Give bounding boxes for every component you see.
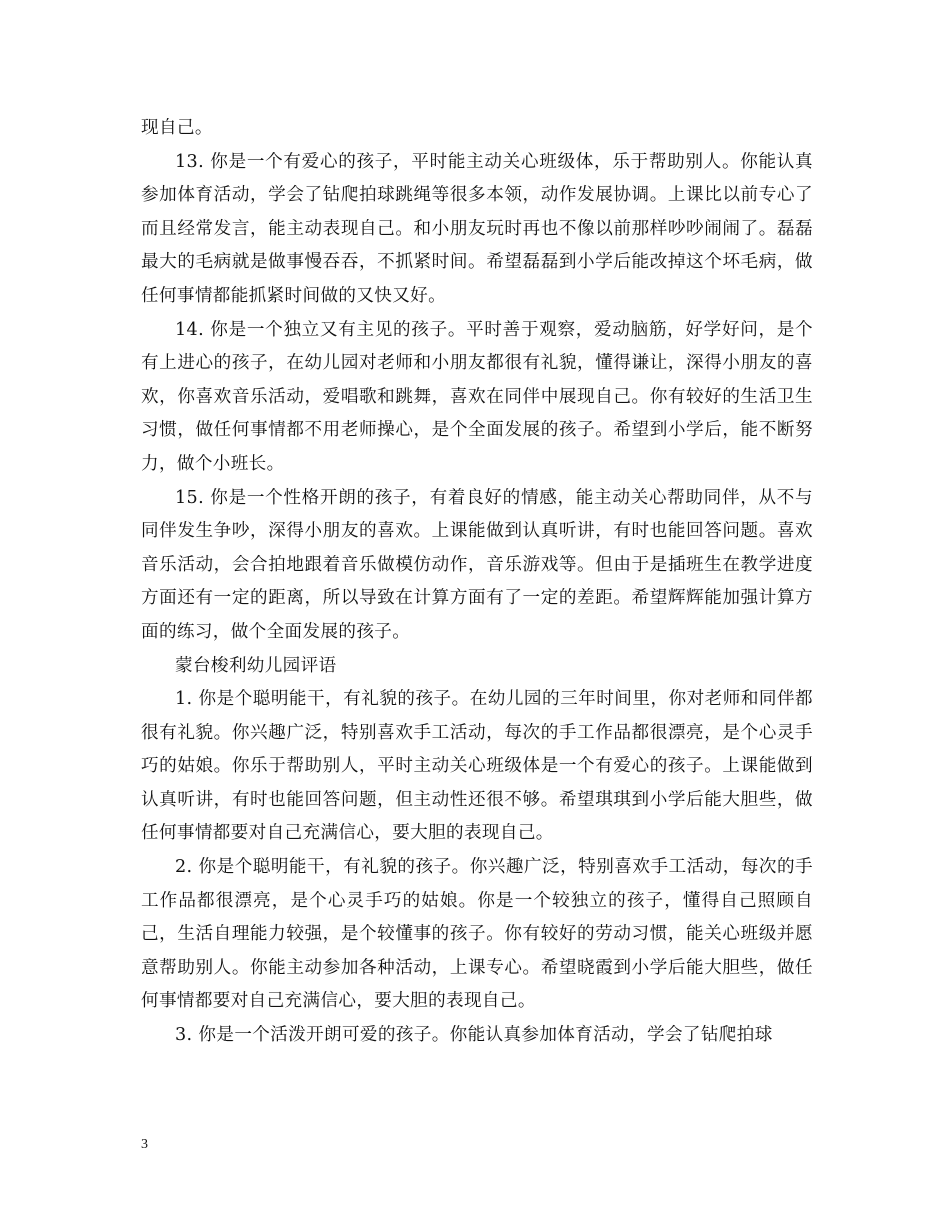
paragraph-item-3: 3. 你是一个活泼开朗可爱的孩子。你能认真参加体育活动，学会了钻爬拍球 xyxy=(175,1025,773,1046)
paragraph-item-15: 15. 你是一个性格开朗的孩子，有着良好的情感，能主动关心帮助同伴，从不与同伴发生争吵，深得小朋友的喜欢。上课能做到认真听讲，有时也能回答问题。喜欢音乐活动，会合拍地跟着音乐做模仿动作，音乐游戏等。但由于是插班生在教学进度方面还有一定的距离，所以导致在计算方面有了一定的差距。希望辉辉能加强计算方面的练习，做个全面发展的孩子。 xyxy=(141,487,813,642)
paragraph-continuation: 现自己。 xyxy=(141,118,213,138)
section-heading: 蒙台梭利幼儿园评语 xyxy=(175,655,337,676)
paragraph-item-13: 13. 你是一个有爱心的孩子，平时能主动关心班级体，乐于帮助别人。你能认真参加体育活动，学会了钻爬拍球跳绳等很多本领，动作发展协调。上课比以前专心了而且经常发言，能主动表现自己。和小朋友玩时再也不像以前那样吵吵闹闹了。磊磊最大的毛病就是做事慢吞吞，不抓紧时间。希望磊磊到小学后能改掉这个坏毛病，做任何事情都能抓紧时间做的又快又好。 xyxy=(141,151,813,306)
paragraph-item-2: 2. 你是个聪明能干，有礼貌的孩子。你兴趣广泛，特别喜欢手工活动，每次的手工作品都很漂亮，是个心灵手巧的姑娘。你是一个较独立的孩子，懂得自己照顾自己，生活自理能力较强，是个较懂事的孩子。你有较好的劳动习惯，能关心班级并愿意帮助别人。你能主动参加各种活动，上课专心。希望晓霞到小学后能大胆些，做任何事情都要对自己充满信心，要大胆的表现自己。 xyxy=(141,857,813,1012)
document-body xyxy=(141,112,813,1053)
page-number: 3 xyxy=(141,1137,148,1152)
paragraph-item-14: 14. 你是一个独立又有主见的孩子。平时善于观察，爱动脑筋，好学好问，是个有上进心的孩子，在幼儿园对老师和小朋友都很有礼貌，懂得谦让，深得小朋友的喜欢，你喜欢音乐活动，爱唱歌和跳舞，喜欢在同伴中展现自己。你有较好的生活卫生习惯，做任何事情都不用老师操心，是个全面发展的孩子。希望到小学后，能不断努力，做个小班长。 xyxy=(141,319,813,474)
paragraph-item-1: 1. 你是个聪明能干，有礼貌的孩子。在幼儿园的三年时间里，你对老师和同伴都很有礼貌。你兴趣广泛，特别喜欢手工活动，每次的手工作品都很漂亮，是个心灵手巧的姑娘。你乐于帮助别人，平时主动关心班级体是一个有爱心的孩子。上课能做到认真听讲，有时也能回答问题，但主动性还很不够。希望琪琪到小学后能大胆些，做任何事情都要对自己充满信心，要大胆的表现自己。 xyxy=(141,689,813,844)
